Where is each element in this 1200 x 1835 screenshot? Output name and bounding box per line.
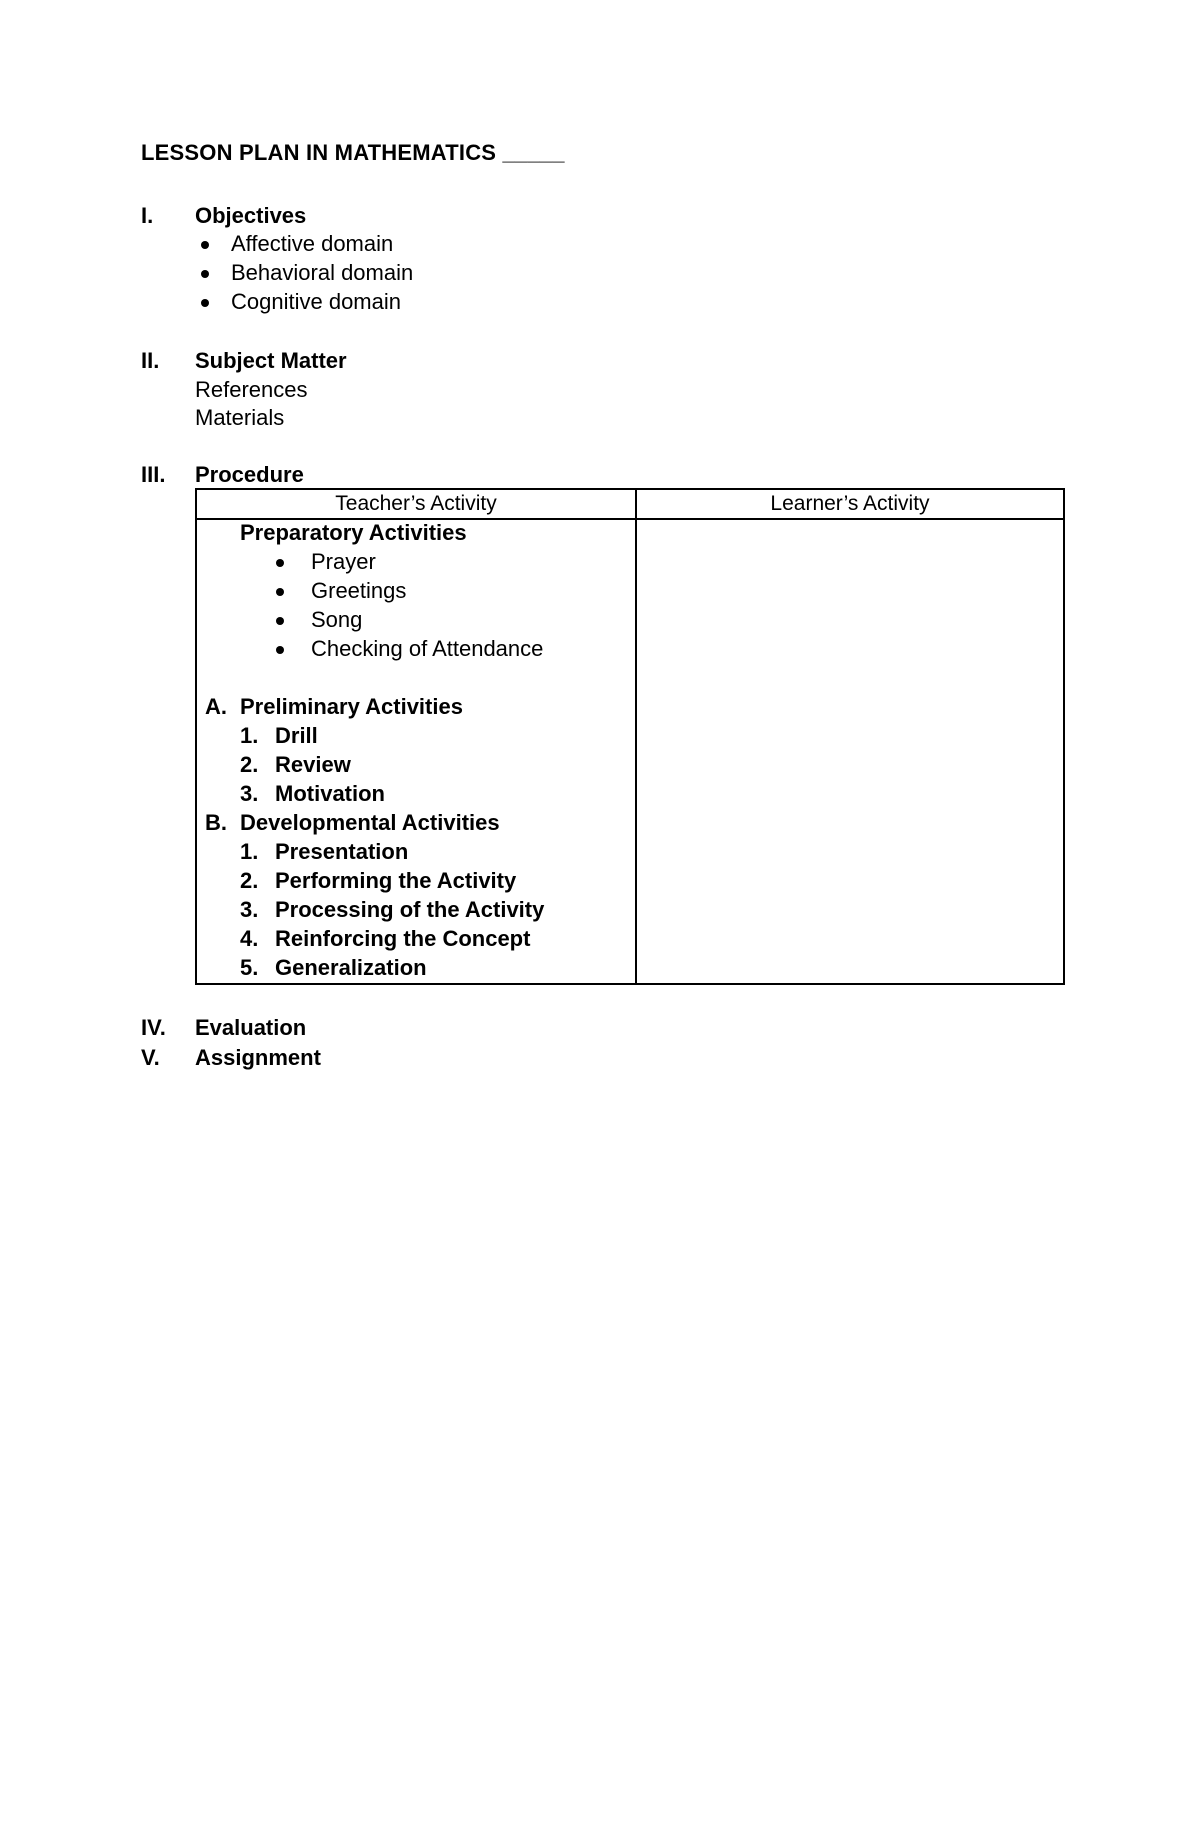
bullet-icon: [276, 617, 284, 625]
header-learners-activity: Learner’s Activity: [636, 489, 1064, 519]
section-number-evaluation: IV.: [141, 1015, 166, 1040]
section-title-subject-matter: Subject Matter: [195, 348, 347, 373]
objective-item: Behavioral domain: [231, 260, 414, 285]
preliminary-item: Review: [275, 752, 351, 777]
developmental-item-number: 3.: [240, 897, 259, 922]
preparatory-item: Prayer: [311, 549, 376, 574]
section-number-procedure: III.: [141, 462, 166, 487]
preparatory-title: Preparatory Activities: [240, 520, 467, 545]
section-title-assignment: Assignment: [195, 1045, 321, 1070]
procedure-table: [195, 488, 1065, 985]
preparatory-item: Checking of Attendance: [311, 636, 544, 661]
section-title-evaluation: Evaluation: [195, 1015, 307, 1040]
developmental-item: Reinforcing the Concept: [275, 926, 531, 951]
section-number-subject-matter: II.: [141, 348, 160, 373]
bullet-icon: [276, 588, 284, 596]
developmental-item: Presentation: [275, 839, 409, 864]
preliminary-title: Preliminary Activities: [240, 694, 463, 719]
developmental-item: Processing of the Activity: [275, 897, 545, 922]
developmental-letter: B.: [205, 810, 227, 835]
subject-matter-line: References: [195, 377, 308, 402]
section-title-procedure: Procedure: [195, 462, 304, 487]
developmental-title: Developmental Activities: [240, 810, 500, 835]
preliminary-letter: A.: [205, 694, 227, 719]
developmental-item-number: 2.: [240, 868, 259, 893]
learners-activity-cell: [636, 519, 1064, 984]
section-number-objectives: I.: [141, 203, 154, 228]
developmental-item-number: 1.: [240, 839, 259, 864]
bullet-icon: [276, 559, 284, 567]
preliminary-item-number: 2.: [240, 752, 259, 777]
developmental-item: Performing the Activity: [275, 868, 517, 893]
bullet-icon: [201, 241, 209, 249]
subject-matter-line: Materials: [195, 405, 285, 430]
section-number-assignment: V.: [141, 1045, 160, 1070]
document-title: LESSON PLAN IN MATHEMATICS _____: [141, 140, 565, 165]
preliminary-item-number: 1.: [240, 723, 259, 748]
bullet-icon: [201, 270, 209, 278]
objective-item: Affective domain: [231, 231, 394, 256]
developmental-item-number: 4.: [240, 926, 259, 951]
preparatory-item: Song: [311, 607, 363, 632]
preliminary-item-number: 3.: [240, 781, 259, 806]
preparatory-item: Greetings: [311, 578, 407, 603]
developmental-item-number: 5.: [240, 955, 259, 980]
developmental-item: Generalization: [275, 955, 427, 980]
section-title-objectives: Objectives: [195, 203, 307, 228]
bullet-icon: [201, 299, 209, 307]
objective-item: Cognitive domain: [231, 289, 401, 314]
bullet-icon: [276, 646, 284, 654]
teachers-activity-cell: [196, 519, 636, 984]
preliminary-item: Motivation: [275, 781, 385, 806]
header-teachers-activity: Teacher’s Activity: [196, 489, 636, 519]
preliminary-item: Drill: [275, 723, 318, 748]
